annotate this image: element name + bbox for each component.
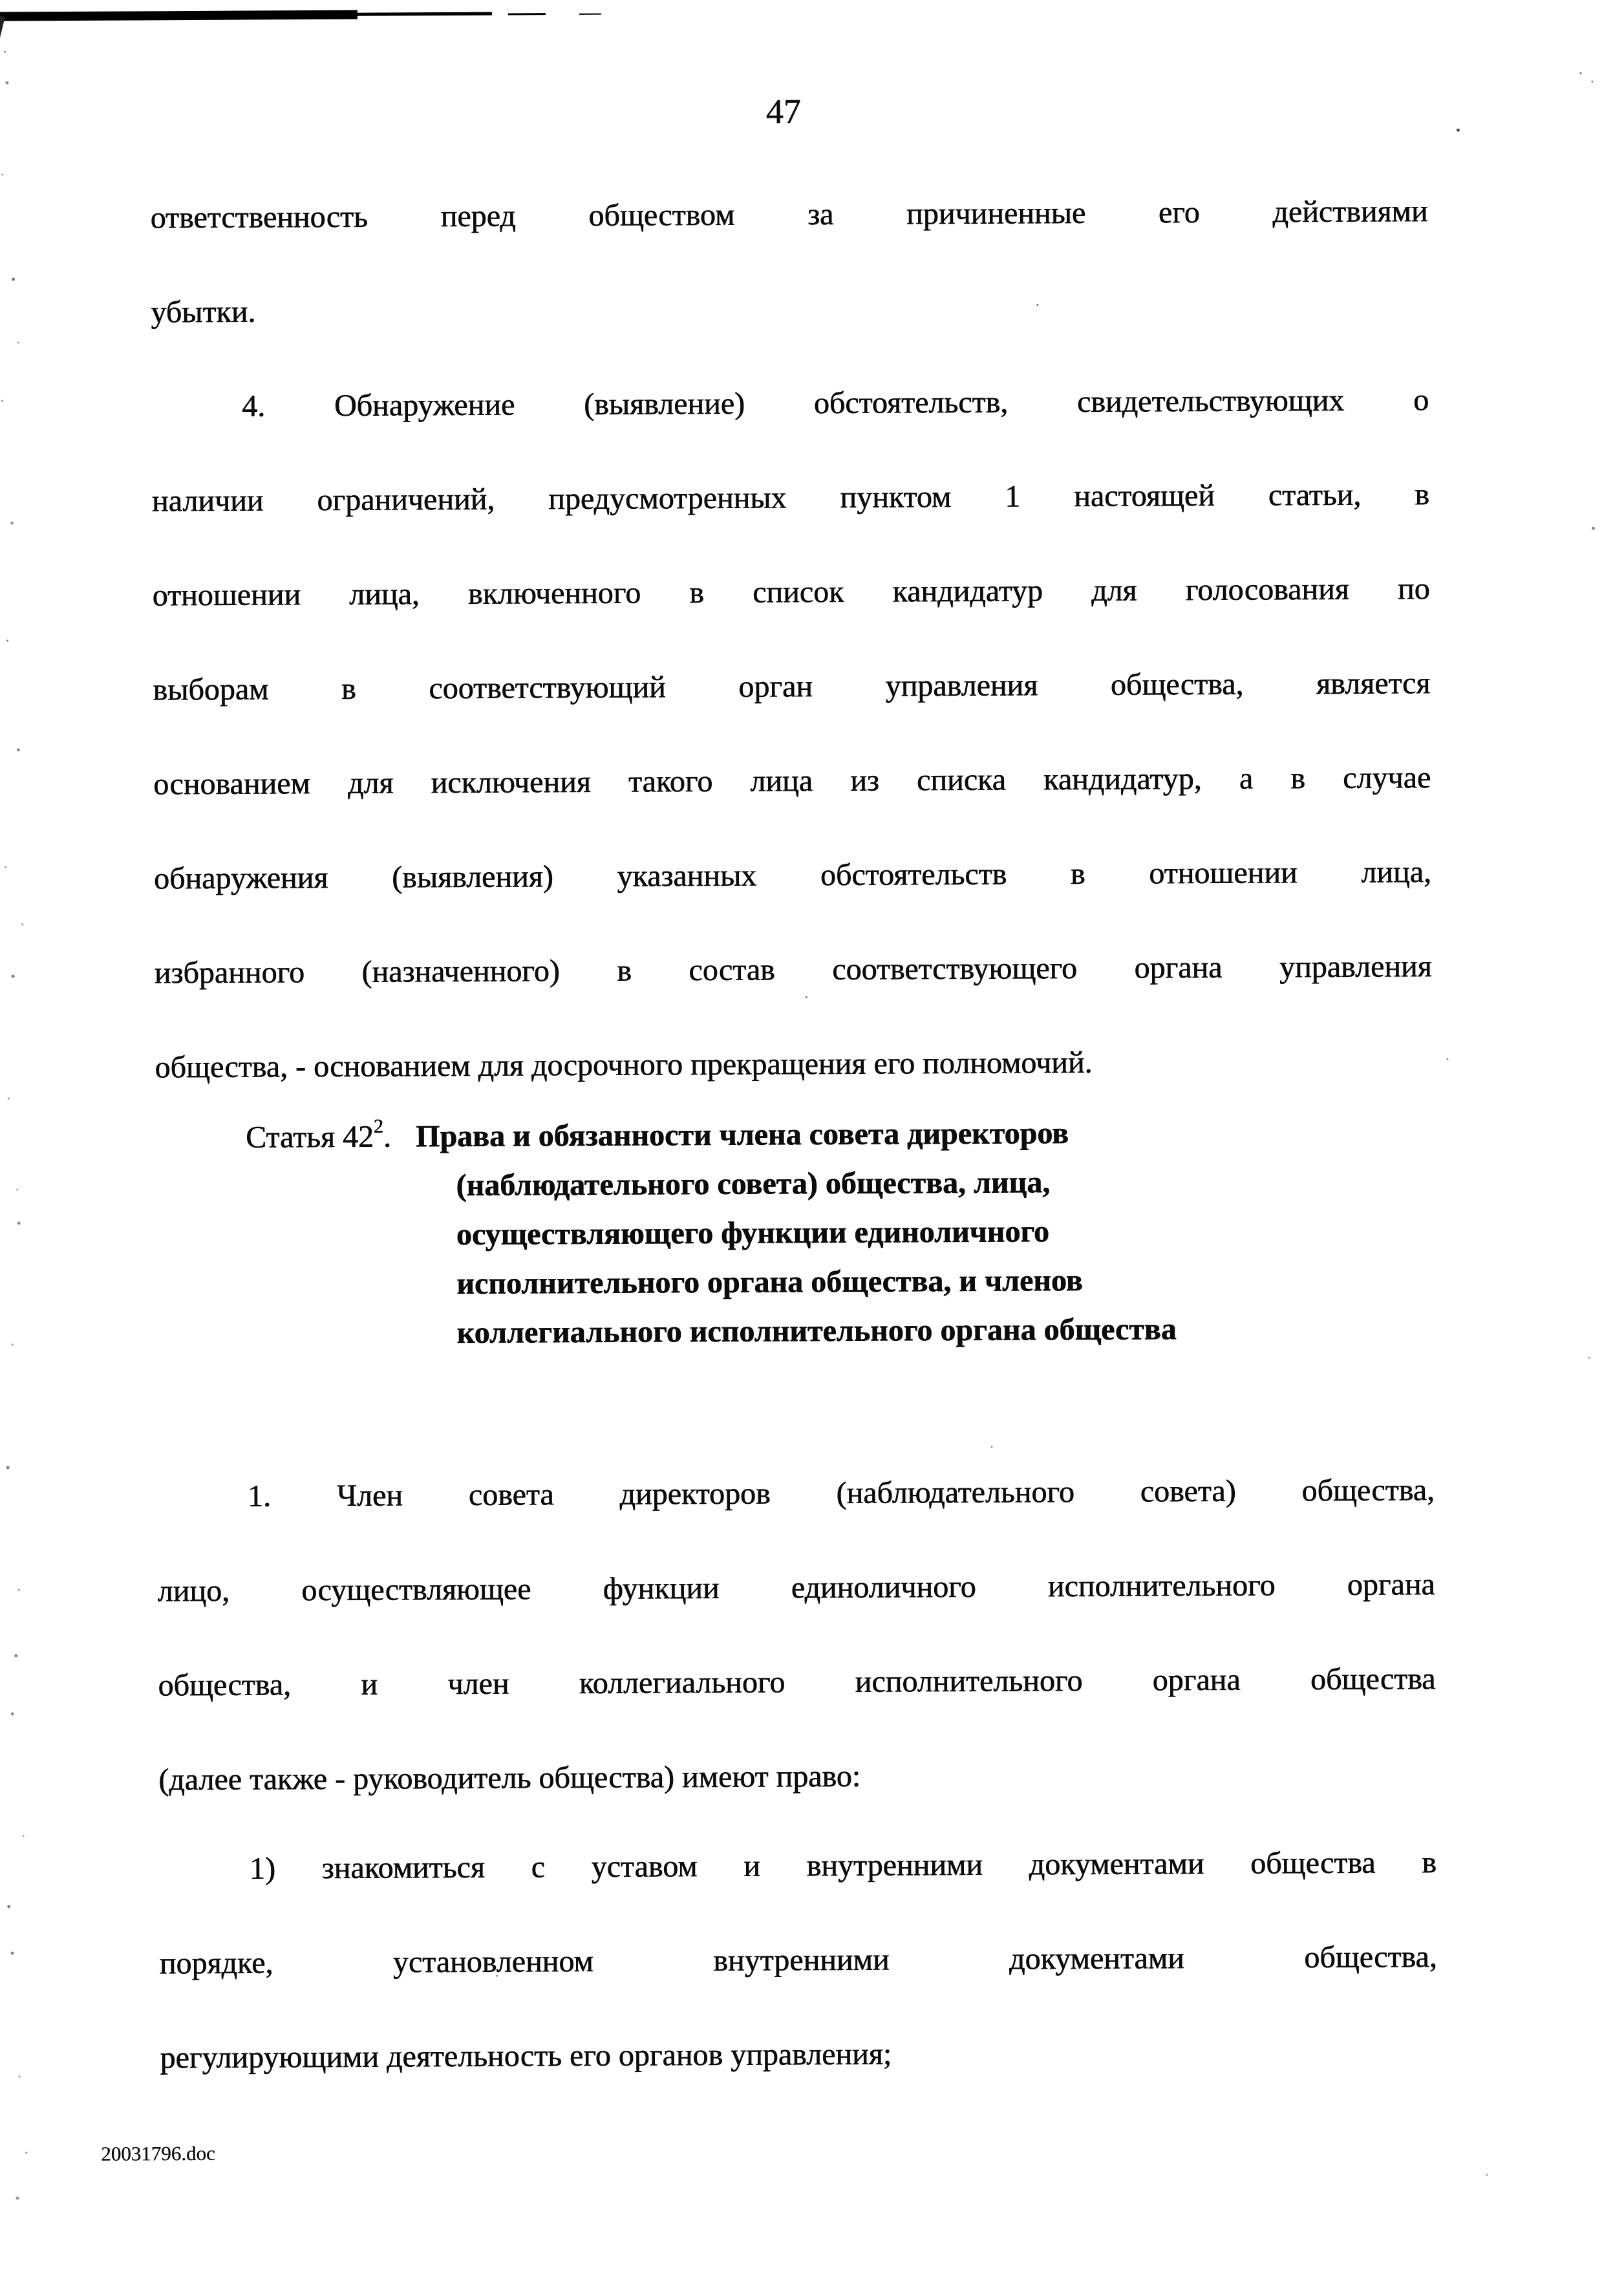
scan-top-artifact — [508, 13, 546, 15]
paragraph-1 — [157, 1443, 1437, 1827]
article-number-superscript: 2 — [373, 1115, 383, 1137]
scan-top-artifact — [579, 14, 601, 15]
paragraph-4 — [151, 353, 1433, 1115]
article-title-line: коллегиального исполнительного органа общества — [456, 1312, 1177, 1350]
text-line: (далее также - руководитель общества) имеют право: — [158, 1759, 861, 1797]
scan-top-artifact — [0, 10, 358, 21]
text-line: наличии ограничений, предусмотренных пунктом 1 настоящей статьи, в — [151, 476, 1429, 519]
text-line: ответственность перед обществом за причиненные его действиями — [150, 193, 1428, 235]
page-number: 47 — [765, 92, 801, 131]
footer-filename: 20031796.doc — [101, 2141, 215, 2165]
text-line: 4. Обнаружение (выявление) обстоятельств, свидетельствующих о — [241, 382, 1429, 423]
text-line: общества, - основанием для досрочного прекращения его полномочий. — [155, 1045, 1093, 1085]
text-line: лицо, осуществляющее функции единоличного исполнительного органа — [157, 1567, 1435, 1609]
text-line: убытки. — [151, 294, 256, 330]
paragraph-continuation — [150, 164, 1429, 359]
text-line: избранного (назначенного) в состав соответствующего органа управления — [154, 948, 1432, 990]
article-title-line: Права и обязанности члена совета директоров — [415, 1115, 1069, 1154]
text-line: регулирующими деятельность его органов управления; — [160, 2037, 892, 2075]
text-line: 1) знакомиться с уставом и внутренними документами общества в — [249, 1845, 1437, 1886]
text-line: выборам в соответствующий орган управления общества, является — [153, 665, 1431, 707]
text-line: 1. Член совета директоров (наблюдательного совета) общества, — [247, 1472, 1435, 1514]
article-title-line: исполнительного органа общества, и членов — [456, 1263, 1083, 1301]
scan-top-artifact — [351, 12, 492, 16]
article-title-line: (наблюдательного совета) общества, лица, — [456, 1165, 1051, 1203]
text-line: порядке, установленном внутренними документами общества, — [159, 1939, 1437, 1981]
list-item-1 — [159, 1815, 1438, 2105]
article-heading — [246, 1109, 1069, 1162]
article-title-line: осуществляющего функции единоличного — [456, 1214, 1050, 1252]
text-line: обнаружения (выявления) указанных обстоятельств в отношении лица, — [153, 854, 1432, 896]
article-number: Статья $42^2$. — [245, 1115, 392, 1155]
text-line: общества, и член коллегиального исполнительного органа общества — [158, 1661, 1436, 1703]
text-line: отношении лица, включенного в список кандидатур для голосования по — [152, 571, 1430, 613]
text-line: основанием для исключения такого лица из списка кандидатур, а в случае — [153, 760, 1431, 802]
scan-corner-artifact — [0, 16, 5, 53]
